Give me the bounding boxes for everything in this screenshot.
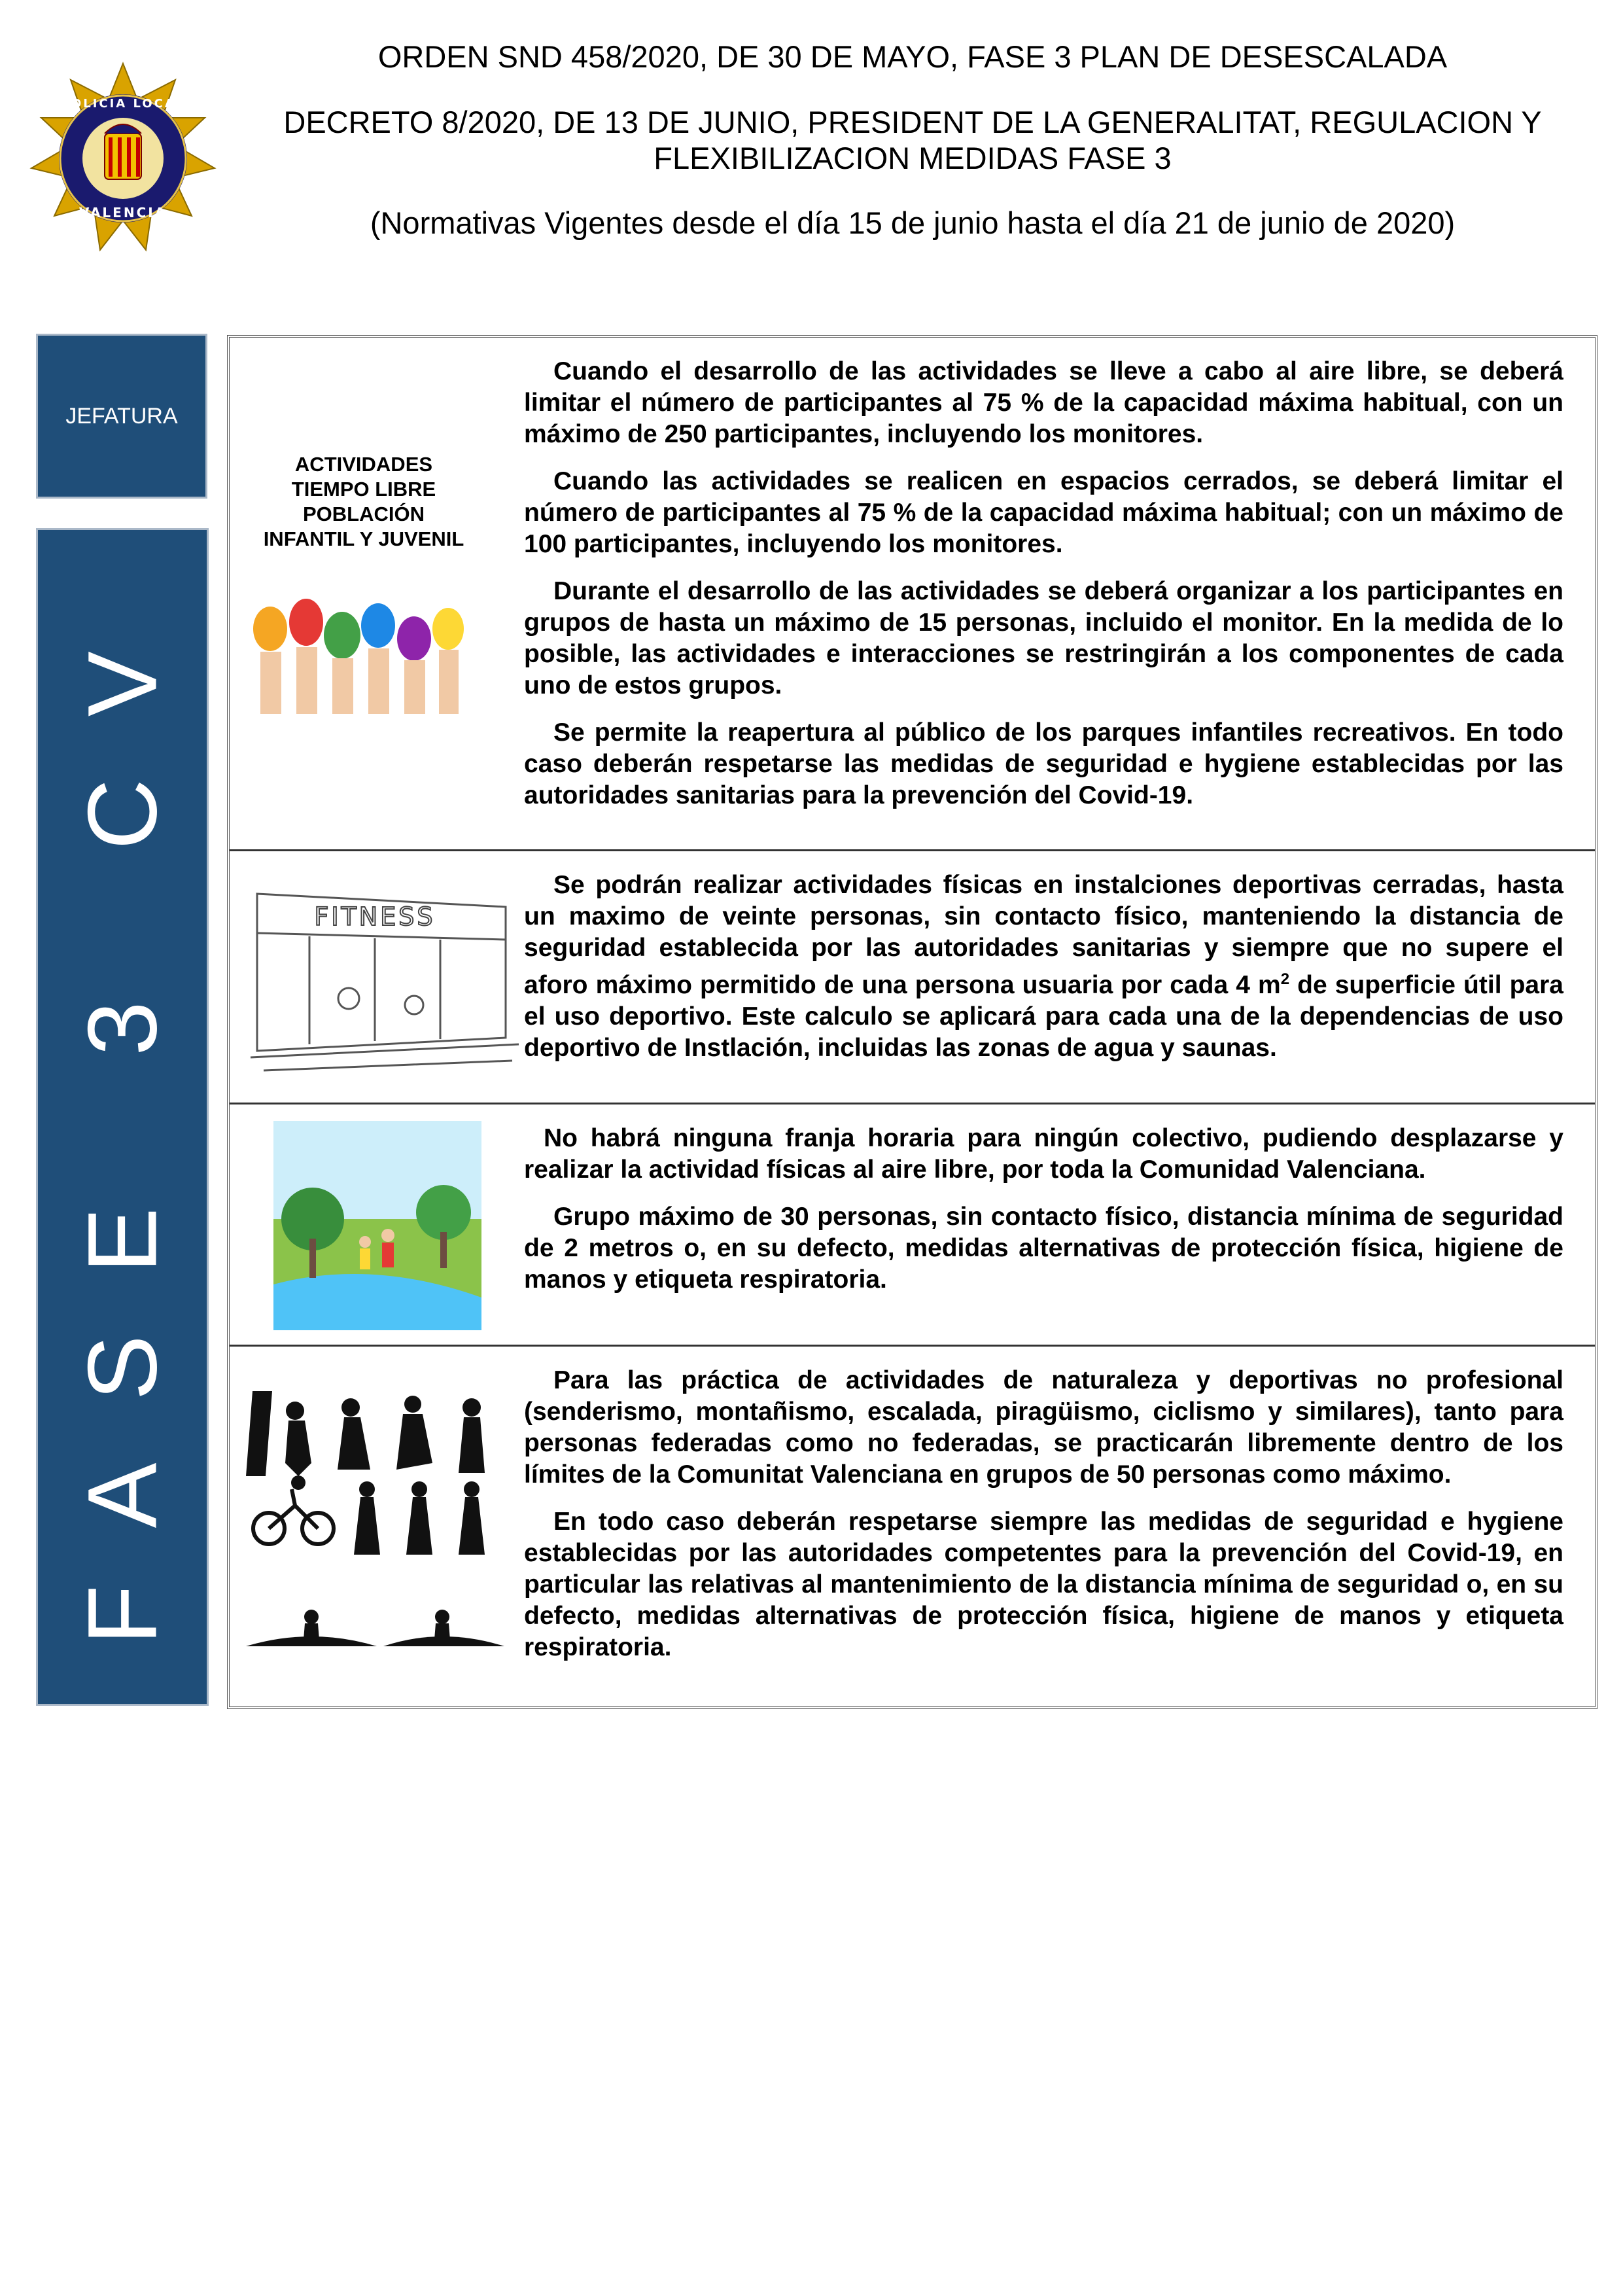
section-aire-libre (230, 1104, 1595, 1347)
paragraph-part: de superficie útil para el uso deportivo. Este calculo se aplicará para cada una de la dependencias de uso deportivo de Instlación, incluidas las zonas de agua y saunas. (524, 971, 1563, 1062)
paragraph: Durante el desarrollo de las actividades se deberá organizar a los participantes en grupos de hasta un máximo de 15 personas, incluido el monitor. En la medida de lo posible, las actividades e interacciones se restringirán a los componentes de cada uno de estos grupos. (524, 577, 1563, 699)
paragraph (524, 870, 1563, 1064)
paragraph-part: Se podrán realizar actividades físicas en instalciones deportivas cerradas, hasta un maximo de veinte personas, sin contacto físico, manteniendo la distancia de seguridad establecida por las autoridades sanitarias y siempre que no supere el aforo máximo permitido de una persona usuaria por cada 4 m (524, 871, 1563, 999)
paragraph: Grupo máximo de 30 personas, sin contacto físico, distancia mínima de seguridad de 2 metros o, en su defecto, medidas alternativas de protección física, higiene de manos y etiqueta respiratoria. (524, 1203, 1563, 1294)
section-instalaciones (230, 851, 1595, 1104)
section-text (524, 1365, 1563, 1679)
painted-hands-image (244, 590, 470, 714)
paragraph: Cuando el desarrollo de las actividades se lleve a cabo al aire libre, se deberá limitar el número de participantes al 75 % de la capacidad máxima habitual, con un máximo de 250 participantes, incluyendo los monitores. (524, 357, 1563, 448)
section-naturaleza (230, 1347, 1595, 1706)
sports-silhouettes-image (246, 1391, 504, 1656)
fitness-sign: FITNESS (314, 902, 436, 931)
paragraph: En todo caso deberán respetarse siempre las medidas de seguridad e hygiene establecidas por las autoridades competentes para la prevención del Covid-19, en particular las relativas al mantenimiento de la distancia mínima de seguridad o, en su defecto, medidas alternativas de protección física, higiene de manos y etiqueta respiratoria. (524, 1508, 1563, 1661)
jefatura-label: JEFATURA (65, 403, 178, 429)
jefatura-box (36, 334, 207, 499)
park-family-image (273, 1121, 481, 1330)
section-label (239, 452, 488, 552)
paragraph: Cuando las actividades se realicen en espacios cerrados, se deberá limitar el número de participantes al 75 % de la capacidad máxima habitual; con un máximo de 100 participantes, incluyendo los monitores. (524, 467, 1563, 558)
policia-local-badge (25, 60, 221, 256)
label-line: POBLACIÓN (303, 503, 425, 525)
svg-text:VALENCIA: VALENCIA (79, 205, 167, 221)
header-line-3: (Normativas Vigentes desde el día 15 de junio hasta el día 21 de junio de 2020) (370, 205, 1456, 240)
paragraph: Se permite la reapertura al público de los parques infantiles recreativos. En todo caso deberán respetarse las medidas de seguridad e hygiene establecidas por las autoridades sanitarias para la prevención del Covid-19. (524, 718, 1563, 809)
svg-text:POLICIA LOCAL: POLICIA LOCAL (60, 97, 186, 111)
paragraph: No habrá ninguna franja horaria para ningún colectivo, pudiendo desplazarse y realizar la actividad físicas al aire libre, por toda la Comunidad Valenciana. (524, 1124, 1563, 1184)
fase-label: FASE 3 CV (67, 589, 177, 1645)
section-tiempo-libre (230, 338, 1595, 851)
section-text (524, 356, 1563, 827)
superscript: 2 (1280, 970, 1290, 988)
label-line: ACTIVIDADES (294, 453, 433, 476)
header-line-2b: FLEXIBILIZACION MEDIDAS FASE 3 (654, 141, 1172, 175)
header-line-2a: DECRETO 8/2020, DE 13 DE JUNIO, PRESIDENT DE LA GENERALITAT, REGULACION Y (283, 105, 1542, 139)
section-text (524, 870, 1563, 1080)
header-line-1: ORDEN SND 458/2020, DE 30 DE MAYO, FASE 3 PLAN DE DESESCALADA (377, 39, 1448, 74)
fitness-sketch-image (244, 874, 525, 1077)
label-line: TIEMPO LIBRE (291, 478, 436, 501)
label-line: INFANTIL Y JUVENIL (263, 527, 464, 550)
fase-banner (36, 528, 209, 1706)
section-text (524, 1123, 1563, 1311)
paragraph: Para las práctica de actividades de naturaleza y deportivas no profesional (senderismo, montañismo, escalada, piragüismo, ciclismo y similares), tanto para personas federadas como no federadas, se practicarán libremente dentro de los límites de la Comunitat Valenciana en grupos de 50 personas como máximo. (524, 1366, 1563, 1489)
measures-table (227, 335, 1597, 1709)
